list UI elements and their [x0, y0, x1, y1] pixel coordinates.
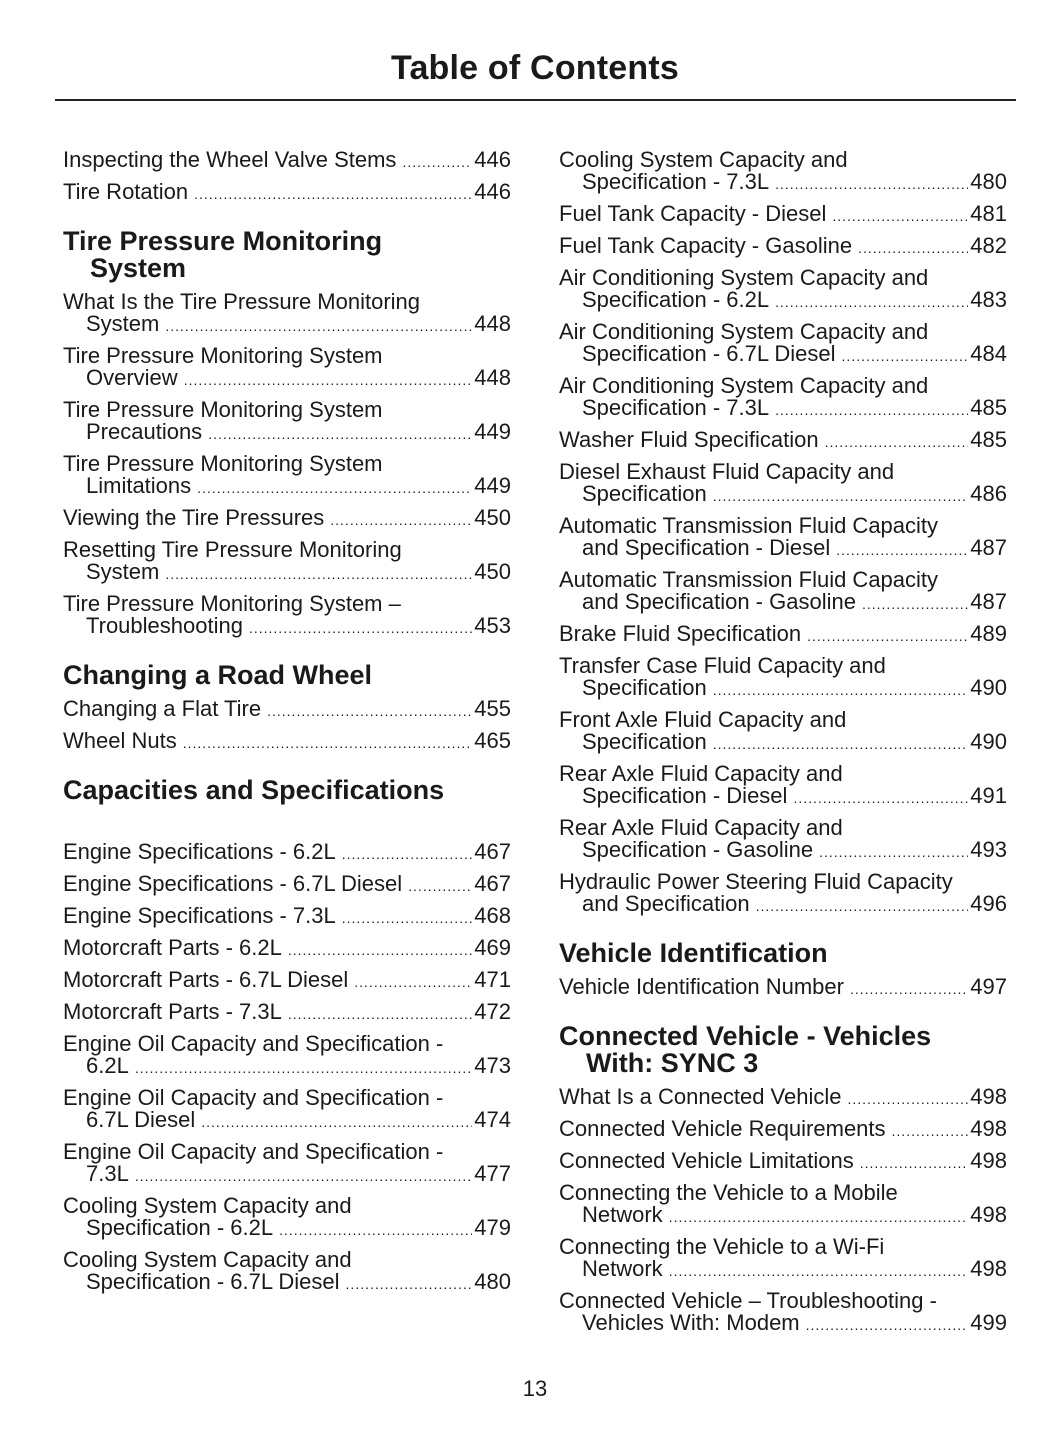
- toc-entry[interactable]: [63, 969, 511, 993]
- toc-entry-title: Cooling System Capacity and: [559, 147, 848, 172]
- toc-entry-title: Connecting the Vehicle to a Mobile: [559, 1180, 898, 1205]
- toc-entry-title: Fuel Tank Capacity - Gasoline: [559, 233, 853, 258]
- toc-entry-page: 485: [970, 395, 1007, 420]
- section-heading-line: Changing a Road Wheel: [63, 660, 373, 690]
- toc-entry[interactable]: [63, 841, 511, 865]
- toc-entry-title: 6.7L Diesel: [86, 1107, 196, 1132]
- toc-entry-title: Limitations: [86, 473, 192, 498]
- toc-entry-line: [559, 1118, 1007, 1142]
- toc-entry-line: [559, 591, 1007, 615]
- dot-leader: [288, 939, 472, 961]
- toc-entry-title: Engine Oil Capacity and Specification -: [63, 1031, 444, 1056]
- toc-entry-title: Specification: [582, 729, 707, 754]
- toc-entry-title: and Specification - Diesel: [582, 535, 831, 560]
- toc-entry-line: [63, 1109, 511, 1133]
- toc-entry-title: Rear Axle Fluid Capacity and: [559, 761, 843, 786]
- toc-entry-page: 450: [474, 559, 511, 584]
- toc-entry-title: 6.2L: [86, 1053, 129, 1078]
- toc-left-column: [63, 149, 511, 1303]
- title-divider: [55, 99, 1016, 101]
- toc-entry-line: [559, 976, 1007, 1000]
- toc-entry-page: 472: [474, 999, 511, 1024]
- toc-entry-title: Specification - 6.2L: [582, 287, 770, 312]
- toc-entry[interactable]: [559, 235, 1007, 259]
- toc-entry[interactable]: [559, 1236, 1007, 1282]
- toc-entry-page: 480: [970, 169, 1007, 194]
- toc-entry-line: [63, 507, 511, 531]
- toc-entry[interactable]: [63, 937, 511, 961]
- toc-entry-line: [63, 1271, 511, 1295]
- toc-entry-title: Motorcraft Parts - 7.3L: [63, 999, 282, 1024]
- dot-leader: [267, 700, 472, 722]
- toc-entry-title: Rear Axle Fluid Capacity and: [559, 815, 843, 840]
- toc-entry-title: Air Conditioning System Capacity and: [559, 373, 929, 398]
- toc-entry-line: [559, 343, 1007, 367]
- toc-entry-title: and Specification: [582, 891, 750, 916]
- toc-entry[interactable]: [559, 515, 1007, 561]
- toc-entry-title: What Is the Tire Pressure Monitoring: [63, 289, 421, 314]
- dot-leader: [135, 1165, 472, 1187]
- toc-entry-title: Connected Vehicle Limitations: [559, 1148, 854, 1173]
- section-heading-line: Capacities and Specifications: [63, 775, 445, 805]
- dot-leader: [346, 1273, 473, 1295]
- toc-entry[interactable]: [559, 267, 1007, 313]
- toc-entry-page: 490: [970, 675, 1007, 700]
- toc-entry[interactable]: [63, 399, 511, 445]
- dot-leader: [201, 1111, 472, 1133]
- toc-entry-title: Connected Vehicle – Troubleshooting -: [559, 1288, 937, 1313]
- toc-entry-page: 480: [474, 1269, 511, 1294]
- toc-entry-title: Transfer Case Fluid Capacity and: [559, 653, 886, 678]
- dot-leader: [832, 205, 968, 227]
- toc-entry-title: Engine Oil Capacity and Specification -: [63, 1085, 444, 1110]
- toc-entry-title: Automatic Transmission Fluid Capacity: [559, 567, 939, 592]
- section-heading-line: Tire Pressure Monitoring: [63, 226, 383, 256]
- toc-entry-title: Tire Pressure Monitoring System: [63, 343, 383, 368]
- toc-entry-page: 446: [474, 179, 511, 204]
- section-heading-line: Connected Vehicle - Vehicles: [559, 1021, 932, 1051]
- toc-entry-line: [63, 937, 511, 961]
- toc-entry[interactable]: [559, 321, 1007, 367]
- toc-entry-page: 477: [474, 1161, 511, 1186]
- toc-entry-line: [63, 181, 511, 205]
- toc-entry-title: Vehicle Identification Number: [559, 974, 844, 999]
- toc-entry-title: Tire Pressure Monitoring System: [63, 397, 383, 422]
- toc-entry-page: 465: [474, 728, 511, 753]
- dot-leader: [408, 875, 472, 897]
- dot-leader: [208, 423, 472, 445]
- toc-entry-page: 446: [474, 147, 511, 172]
- toc-entry-title: Specification - 6.7L Diesel: [86, 1269, 340, 1294]
- toc-entry-page: 474: [474, 1107, 511, 1132]
- toc-entry-page: 498: [970, 1256, 1007, 1281]
- toc-entry-page: 482: [970, 233, 1007, 258]
- toc-entry-page: 484: [970, 341, 1007, 366]
- toc-entry-title: Network: [582, 1256, 663, 1281]
- section-heading-line: Vehicle Identification: [559, 938, 828, 968]
- toc-entry-line: [63, 475, 511, 499]
- toc-entry-title: Engine Oil Capacity and Specification -: [63, 1139, 444, 1164]
- toc-entry-title: Tire Rotation: [63, 179, 189, 204]
- toc-entry-line: [63, 841, 511, 865]
- toc-entry-title: Vehicles With: Modem: [582, 1310, 800, 1335]
- toc-entry-title: Connecting the Vehicle to a Wi-Fi: [559, 1234, 885, 1259]
- toc-entry-title: Hydraulic Power Steering Fluid Capacity: [559, 869, 953, 894]
- dot-leader: [807, 625, 968, 647]
- toc-entry-title: Air Conditioning System Capacity and: [559, 319, 929, 344]
- toc-entry[interactable]: [559, 763, 1007, 809]
- toc-entry-title: Wheel Nuts: [63, 728, 177, 753]
- toc-entry[interactable]: [559, 569, 1007, 615]
- toc-entry-title: Washer Fluid Specification: [559, 427, 819, 452]
- toc-entry-line: [559, 623, 1007, 647]
- toc-entry[interactable]: [63, 539, 511, 585]
- toc-entry-page: 449: [474, 473, 511, 498]
- dot-leader: [183, 732, 473, 754]
- toc-entry[interactable]: [559, 375, 1007, 421]
- toc-entry-title: Engine Specifications - 6.2L: [63, 839, 336, 864]
- section-heading: [559, 1023, 1007, 1077]
- section-heading-line: With: SYNC 3: [586, 1048, 759, 1078]
- dot-leader: [775, 173, 968, 195]
- toc-entry-page: 455: [474, 696, 511, 721]
- dot-leader: [279, 1219, 472, 1241]
- dot-leader: [850, 978, 968, 1000]
- dot-leader: [165, 563, 472, 585]
- dot-leader: [288, 1003, 472, 1025]
- toc-entry-title: Specification - 6.7L Diesel: [582, 341, 836, 366]
- toc-entry-line: [63, 969, 511, 993]
- toc-entry-title: Resetting Tire Pressure Monitoring: [63, 537, 402, 562]
- toc-entry-title: Inspecting the Wheel Valve Stems: [63, 147, 397, 172]
- toc-entry-line: [559, 235, 1007, 259]
- toc-entry[interactable]: [63, 1001, 511, 1025]
- toc-entry[interactable]: [559, 817, 1007, 863]
- dot-leader: [354, 971, 472, 993]
- toc-entry[interactable]: [63, 593, 511, 639]
- toc-entry-line: [63, 1055, 511, 1079]
- toc-entry-title: Cooling System Capacity and: [63, 1247, 352, 1272]
- toc-entry-page: 467: [474, 839, 511, 864]
- toc-entry-page: 469: [474, 935, 511, 960]
- toc-entry-page: 453: [474, 613, 511, 638]
- toc-entry[interactable]: [559, 1118, 1007, 1142]
- toc-entry-page: 489: [970, 621, 1007, 646]
- toc-entry-title: System: [86, 559, 160, 584]
- dot-leader: [330, 509, 472, 531]
- toc-entry-line: [63, 1001, 511, 1025]
- toc-entry-title: Troubleshooting: [86, 613, 243, 638]
- toc-entry-title: Air Conditioning System Capacity and: [559, 265, 929, 290]
- toc-entry-line: [559, 1204, 1007, 1228]
- toc-entry-line: [559, 171, 1007, 195]
- toc-entry-title: Specification - 7.3L: [582, 395, 770, 420]
- toc-entry-page: 449: [474, 419, 511, 444]
- dot-leader: [184, 369, 473, 391]
- dot-leader: [713, 733, 969, 755]
- toc-entry-line: [63, 873, 511, 897]
- toc-entry[interactable]: [559, 871, 1007, 917]
- toc-entry[interactable]: [63, 1033, 511, 1079]
- dot-leader: [862, 593, 968, 615]
- toc-entry[interactable]: [559, 976, 1007, 1000]
- toc-entry-line: [63, 367, 511, 391]
- dot-leader: [135, 1057, 472, 1079]
- toc-entry-title: Changing a Flat Tire: [63, 696, 262, 721]
- toc-entry-line: [63, 149, 511, 173]
- section-heading-line: System: [90, 253, 187, 283]
- toc-entry-page: 448: [474, 311, 511, 336]
- toc-entry-title: Automatic Transmission Fluid Capacity: [559, 513, 939, 538]
- toc-entry-title: Viewing the Tire Pressures: [63, 505, 325, 530]
- toc-entry-line: [63, 421, 511, 445]
- toc-entry-line: [63, 905, 511, 929]
- dot-leader: [165, 315, 472, 337]
- toc-entry[interactable]: [63, 291, 511, 337]
- dot-leader: [793, 787, 968, 809]
- toc-entry[interactable]: [63, 730, 511, 754]
- page-number: 13: [522, 1376, 548, 1401]
- toc-entry-title: Specification - 6.2L: [86, 1215, 274, 1240]
- toc-entry[interactable]: [559, 655, 1007, 701]
- dot-leader: [669, 1260, 969, 1282]
- dot-leader: [713, 679, 969, 701]
- toc-entry[interactable]: [559, 461, 1007, 507]
- toc-entry-title: Specification - Gasoline: [582, 837, 814, 862]
- section-heading: [559, 940, 1007, 967]
- toc-entry-line: [559, 397, 1007, 421]
- toc-entry[interactable]: [559, 1150, 1007, 1174]
- toc-entry-title: Connected Vehicle Requirements: [559, 1116, 886, 1141]
- toc-entry-title: Engine Specifications - 7.3L: [63, 903, 336, 928]
- dot-leader: [825, 431, 969, 453]
- toc-entry[interactable]: [63, 345, 511, 391]
- toc-entry-line: [63, 698, 511, 722]
- dot-leader: [194, 183, 472, 205]
- toc-entry-title: Motorcraft Parts - 6.7L Diesel: [63, 967, 349, 992]
- toc-entry[interactable]: [559, 1086, 1007, 1110]
- toc-entry-page: 468: [474, 903, 511, 928]
- dot-leader: [342, 843, 473, 865]
- dot-leader: [819, 841, 968, 863]
- toc-entry[interactable]: [63, 1141, 511, 1187]
- toc-entry[interactable]: [559, 203, 1007, 227]
- toc-entry-line: [559, 731, 1007, 755]
- dot-leader: [249, 617, 472, 639]
- toc-entry[interactable]: [559, 1290, 1007, 1336]
- toc-entry[interactable]: [559, 1182, 1007, 1228]
- dot-leader: [892, 1120, 969, 1142]
- toc-entry-title: Overview: [86, 365, 178, 390]
- toc-entry-line: [559, 785, 1007, 809]
- toc-entry-title: Specification - 7.3L: [582, 169, 770, 194]
- dot-leader: [860, 1152, 969, 1174]
- toc-entry-title: System: [86, 311, 160, 336]
- toc-entry-line: [559, 203, 1007, 227]
- section-heading: [63, 662, 511, 689]
- toc-entry-page: 497: [970, 974, 1007, 999]
- toc-entry-line: [559, 1086, 1007, 1110]
- toc-entry-title: Specification - Diesel: [582, 783, 788, 808]
- toc-entry[interactable]: [63, 698, 511, 722]
- toc-entry[interactable]: [63, 453, 511, 499]
- toc-entry[interactable]: [63, 905, 511, 929]
- toc-entry-title: Engine Specifications - 6.7L Diesel: [63, 871, 403, 896]
- toc-entry-page: 499: [970, 1310, 1007, 1335]
- dot-leader: [402, 151, 472, 173]
- dot-leader: [713, 485, 969, 507]
- toc-entry-page: 498: [970, 1202, 1007, 1227]
- toc-entry[interactable]: [559, 709, 1007, 755]
- toc-entry[interactable]: [63, 1087, 511, 1133]
- toc-entry-page: 486: [970, 481, 1007, 506]
- toc-entry-line: [559, 1150, 1007, 1174]
- toc-entry-title: Tire Pressure Monitoring System –: [63, 591, 401, 616]
- toc-entry-line: [559, 289, 1007, 313]
- toc-entry-page: 479: [474, 1215, 511, 1240]
- toc-entry-page: 490: [970, 729, 1007, 754]
- toc-entry-line: [63, 615, 511, 639]
- section-heading: [63, 228, 511, 282]
- toc-entry-line: [63, 1217, 511, 1241]
- toc-entry-page: 487: [970, 589, 1007, 614]
- toc-entry-title: Precautions: [86, 419, 203, 444]
- toc-entry-page: 491: [970, 783, 1007, 808]
- toc-entry-title: Fuel Tank Capacity - Diesel: [559, 201, 827, 226]
- toc-entry-title: What Is a Connected Vehicle: [559, 1084, 842, 1109]
- toc-entry-line: [559, 429, 1007, 453]
- toc-entry-page: 498: [970, 1148, 1007, 1173]
- toc-entry-page: 487: [970, 535, 1007, 560]
- toc-entry-line: [63, 730, 511, 754]
- toc-entry-line: [559, 1258, 1007, 1282]
- toc-right-column: [559, 149, 1007, 1344]
- toc-entry-page: 481: [970, 201, 1007, 226]
- toc-entry-title: Tire Pressure Monitoring System: [63, 451, 383, 476]
- toc-entry[interactable]: [63, 1195, 511, 1241]
- dot-leader: [858, 237, 968, 259]
- dot-leader: [775, 291, 968, 313]
- dot-leader: [756, 895, 969, 917]
- toc-entry-page: 498: [970, 1116, 1007, 1141]
- toc-entry-line: [559, 893, 1007, 917]
- toc-entry-title: Cooling System Capacity and: [63, 1193, 352, 1218]
- toc-entry-title: Motorcraft Parts - 6.2L: [63, 935, 282, 960]
- toc-entry-page: 485: [970, 427, 1007, 452]
- toc-entry-line: [63, 313, 511, 337]
- dot-leader: [836, 539, 968, 561]
- dot-leader: [342, 907, 473, 929]
- toc-entry-title: Brake Fluid Specification: [559, 621, 802, 646]
- toc-entry-title: Front Axle Fluid Capacity and: [559, 707, 847, 732]
- toc-entry-title: Diesel Exhaust Fluid Capacity and: [559, 459, 895, 484]
- toc-entry-line: [559, 1312, 1007, 1336]
- toc-entry[interactable]: [63, 873, 511, 897]
- toc-entry-page: 471: [474, 967, 511, 992]
- toc-entry-title: Specification: [582, 481, 707, 506]
- dot-leader: [806, 1314, 969, 1336]
- toc-entry[interactable]: [63, 507, 511, 531]
- toc-entry-page: 448: [474, 365, 511, 390]
- page-title: Table of Contents: [391, 49, 679, 87]
- toc-entry-line: [559, 839, 1007, 863]
- toc-entry-line: [559, 483, 1007, 507]
- toc-entry-page: 467: [474, 871, 511, 896]
- section-heading: [63, 777, 511, 804]
- toc-entry-page: 493: [970, 837, 1007, 862]
- dot-leader: [842, 345, 969, 367]
- toc-entry[interactable]: [559, 623, 1007, 647]
- toc-entry-page: 473: [474, 1053, 511, 1078]
- toc-entry-page: 483: [970, 287, 1007, 312]
- toc-entry-line: [63, 561, 511, 585]
- toc-entry-title: Network: [582, 1202, 663, 1227]
- toc-entry-page: 498: [970, 1084, 1007, 1109]
- dot-leader: [669, 1206, 969, 1228]
- toc-entry[interactable]: [63, 149, 511, 173]
- toc-entry-line: [63, 1163, 511, 1187]
- toc-entry[interactable]: [63, 1249, 511, 1295]
- dot-leader: [848, 1088, 969, 1110]
- dot-leader: [197, 477, 472, 499]
- toc-entry[interactable]: [559, 149, 1007, 195]
- dot-leader: [775, 399, 968, 421]
- toc-entry-title: 7.3L: [86, 1161, 129, 1186]
- toc-entry-title: and Specification - Gasoline: [582, 589, 856, 614]
- toc-entry[interactable]: [559, 429, 1007, 453]
- toc-entry-line: [559, 537, 1007, 561]
- toc-entry-line: [559, 677, 1007, 701]
- toc-entry-page: 450: [474, 505, 511, 530]
- toc-entry-page: 496: [970, 891, 1007, 916]
- toc-entry-title: Specification: [582, 675, 707, 700]
- toc-entry[interactable]: [63, 181, 511, 205]
